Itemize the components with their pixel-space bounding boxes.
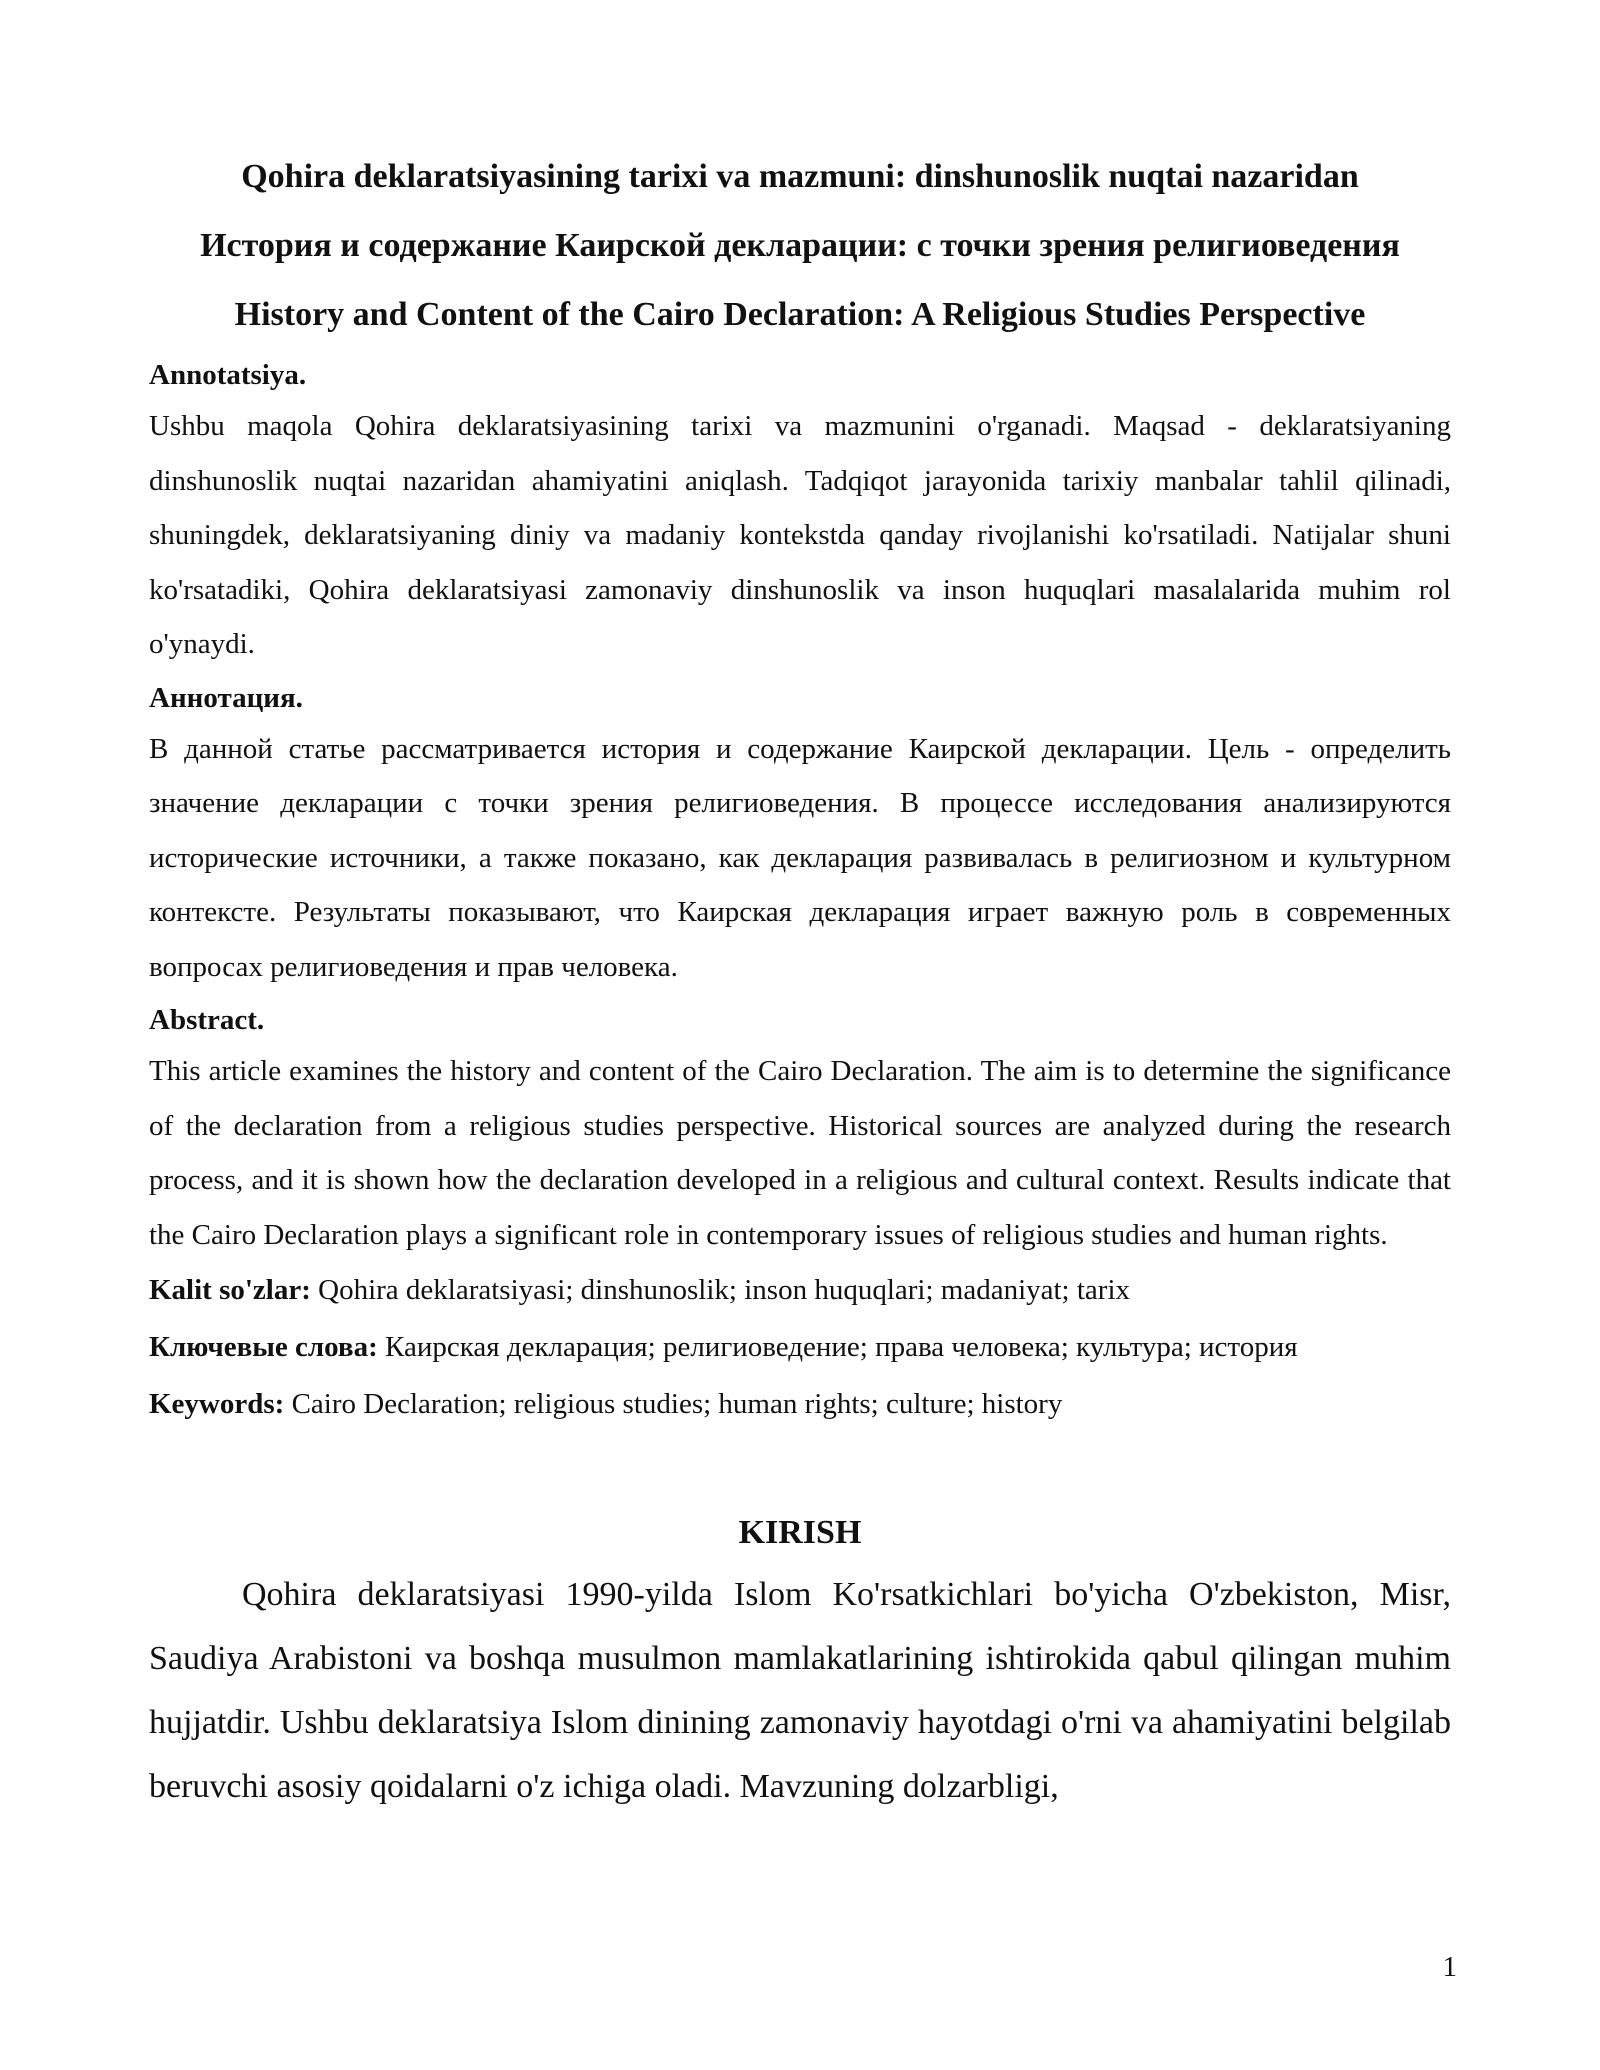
title-english: History and Content of the Cairo Declaration: A Religious Studies Perspective [234, 296, 1366, 333]
introduction-heading: KIRISH [738, 1514, 862, 1551]
abstract-text-uzbek: Ushbu maqola Qohira deklaratsiyasining tarixi va mazmunini o'rganadi. Maqsad - deklaratsiyaning dinshunoslik nuqtai nazaridan ahamiyatini aniqlash. Tadqiqot jarayonida tarixiy manbalar tahlil qilinadi, shuningdek, deklaratsiyaning diniy va madaniy kontekstda qanday rivojlanishi ko'rsatiladi. Natijalar shuni ko'rsatadiki, Qohira deklaratsiyasi zamonaviy dinshunoslik va inson huquqlari masalalarida muhim rol o'ynaydi. [149, 410, 1451, 660]
abstract-heading-english: Abstract. [149, 1004, 265, 1036]
keywords-english [149, 1376, 1451, 1433]
keywords-label-english: Keywords: [149, 1388, 285, 1420]
keywords-label-russian: Ключевые слова: [149, 1331, 378, 1363]
abstract-text-russian: В данной статье рассматривается история и содержание Каирской декларации. Цель - определить значение декларации с точки зрения религиоведения. В процессе исследования анализируются исторические источники, а также показано, как декларация развивалась в религиозном и культурном контексте. Результаты показывают, что Каирская декларация играет важную роль в современных вопросах религиоведения и прав человека. [149, 732, 1451, 983]
keywords-text-russian: Каирская декларация; религиоведение; права человека; культура; история [377, 1331, 1298, 1363]
keywords-russian [149, 1319, 1451, 1376]
document-page [149, 142, 1451, 1819]
keywords-label-uzbek: Kalit so'zlar: [149, 1274, 311, 1306]
title-russian: История и содержание Каирской декларации: с точки зрения религиоведения [200, 227, 1400, 264]
abstract-heading-russian: Аннотация. [149, 681, 303, 714]
title-uzbek: Qohira deklaratsiyasining tarixi va mazmuni: dinshunoslik nuqtai nazaridan [241, 158, 1359, 195]
abstract-text-english: This article examines the history and content of the Cairo Declaration. The aim is to determine the significance of the declaration from a religious studies perspective. Historical sources are analyzed during the research process, and it is shown how the declaration developed in a religious and cultural context. Results indicate that the Cairo Declaration plays a significant role in contemporary issues of religious studies and human rights. [149, 1055, 1451, 1251]
abstract-heading-uzbek: Annotatsiya. [149, 359, 307, 391]
page-number: 1 [1442, 1951, 1457, 1983]
keywords-text-english: Cairo Declaration; religious studies; human rights; culture; history [284, 1388, 1063, 1420]
keywords-text-uzbek: Qohira deklaratsiyasi; dinshunoslik; inson huquqlari; madaniyat; tarix [310, 1274, 1130, 1306]
keywords-uzbek [149, 1262, 1451, 1319]
introduction-text: Qohira deklaratsiyasi 1990-yilda Islom Ko'rsatkichlari bo'yicha O'zbekiston, Misr, Saudiya Arabistoni va boshqa musulmon mamlakatlarining ishtirokida qabul qilingan muhim hujjatdir. Ushbu deklaratsiya Islom dinining zamonaviy hayotdagi o'rni va ahamiyatini belgilab beruvchi asosiy qoidalarni o'z ichiga oladi. Mavzuning dolzarbligi, [149, 1576, 1451, 1805]
